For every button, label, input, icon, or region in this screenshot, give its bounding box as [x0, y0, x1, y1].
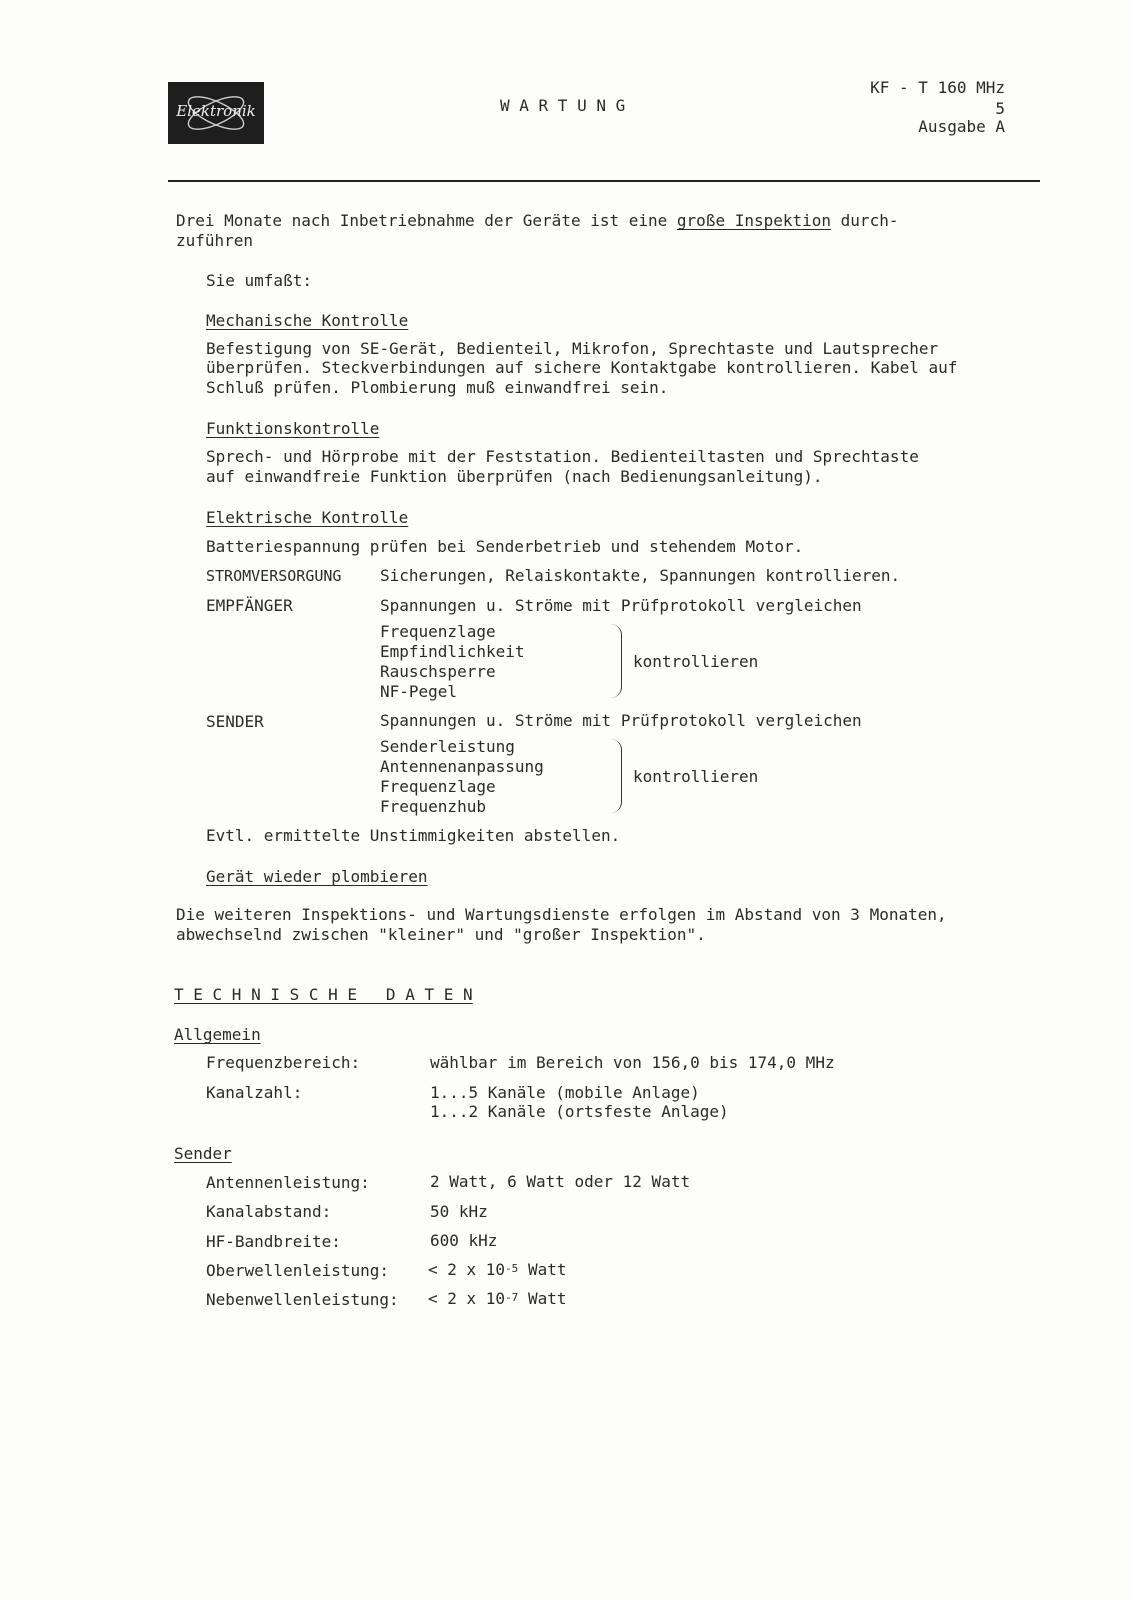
- spec-value: [428, 1289, 566, 1311]
- spec-label: Kanalzahl:: [206, 1083, 303, 1102]
- intro-emphasis: große Inspektion: [676, 211, 832, 230]
- reseal-heading: Gerät wieder plombieren: [206, 867, 428, 886]
- sender-item: Frequenzhub: [380, 797, 486, 816]
- edition: Ausgabe A: [918, 117, 1005, 136]
- sender-text: Spannungen u. Ströme mit Prüfprotokoll vergleichen: [380, 711, 862, 730]
- receiver-check: kontrollieren: [633, 652, 759, 671]
- intro-line-2: zuführen: [176, 231, 254, 250]
- sender-item: Senderleistung: [380, 737, 515, 756]
- tech-heading: T E C H N I S C H E D A T E N: [174, 985, 473, 1004]
- intro-text-end: durch-: [831, 211, 899, 230]
- page-number: 5: [995, 99, 1005, 118]
- logo-text: Elektronik: [176, 102, 256, 120]
- spec-value-unit: Watt: [518, 1260, 567, 1279]
- spec-value: 600 kHz: [430, 1231, 498, 1250]
- spec-value: 50 kHz: [430, 1202, 488, 1221]
- followup-line: Die weiteren Inspektions- und Wartungsdienste erfolgen im Abstand von 3 Monaten,: [176, 905, 947, 924]
- mechanical-line: Befestigung von SE-Gerät, Bedienteil, Mikrofon, Sprechtaste und Lautsprecher: [206, 339, 939, 358]
- sender-label: SENDER: [206, 712, 264, 731]
- document-id: KF - T 160 MHz: [870, 78, 1005, 97]
- spec-label: HF-Bandbreite:: [206, 1232, 341, 1251]
- spec-value: [428, 1260, 566, 1282]
- mechanical-heading: Mechanische Kontrolle: [206, 311, 409, 330]
- receiver-item: Rauschsperre: [380, 662, 496, 681]
- spec-label: Oberwellenleistung:: [206, 1261, 390, 1280]
- spec-label: Nebenwellenleistung:: [206, 1290, 399, 1309]
- intro-line-1: [176, 211, 898, 231]
- mechanical-line: überprüfen. Steckverbindungen auf sichere Kontaktgabe kontrollieren. Kabel auf: [206, 358, 958, 377]
- receiver-brace: [611, 624, 622, 698]
- includes-label: Sie umfaßt:: [206, 271, 312, 290]
- sender-brace: [611, 739, 622, 813]
- followup-line: abwechselnd zwischen "kleiner" und "großer Inspektion".: [176, 925, 706, 944]
- spec-value-base: < 2 x 10: [428, 1289, 506, 1308]
- power-text: Sicherungen, Relaiskontakte, Spannungen kontrollieren.: [380, 566, 901, 585]
- sender-item: Frequenzlage: [380, 777, 496, 796]
- spec-value-unit: Watt: [518, 1289, 567, 1308]
- receiver-item: Empfindlichkeit: [380, 642, 525, 661]
- spec-value-base: < 2 x 10: [428, 1260, 506, 1279]
- page-title: W A R T U N G: [500, 96, 626, 115]
- sender-check: kontrollieren: [633, 767, 759, 786]
- spec-label: Kanalabstand:: [206, 1202, 332, 1221]
- general-heading: Allgemein: [174, 1025, 261, 1044]
- spec-value: 1...5 Kanäle (mobile Anlage): [430, 1083, 700, 1102]
- receiver-text: Spannungen u. Ströme mit Prüfprotokoll vergleichen: [380, 596, 862, 615]
- spec-value: wählbar im Bereich von 156,0 bis 174,0 MHz: [430, 1053, 835, 1072]
- function-line: Sprech- und Hörprobe mit der Feststation. Bedienteiltasten und Sprechtaste: [206, 447, 919, 466]
- battery-check: Batteriespannung prüfen bei Senderbetrieb und stehendem Motor.: [206, 537, 804, 556]
- spec-label: Frequenzbereich:: [206, 1053, 361, 1072]
- receiver-item: NF-Pegel: [380, 682, 458, 701]
- sender-item: Antennenanpassung: [380, 757, 544, 776]
- spec-label: Antennenleistung:: [206, 1173, 370, 1192]
- company-logo: [168, 82, 264, 144]
- intro-text: Drei Monate nach Inbetriebnahme der Geräte ist eine: [176, 211, 677, 230]
- spec-exponent: -5: [505, 1262, 519, 1275]
- power-label: STROMVERSORGUNG: [206, 567, 342, 585]
- fix-note: Evtl. ermittelte Unstimmigkeiten abstellen.: [206, 826, 621, 845]
- spec-value: 2 Watt, 6 Watt oder 12 Watt: [430, 1172, 691, 1191]
- mechanical-line: Schluß prüfen. Plombierung muß einwandfrei sein.: [206, 378, 669, 397]
- function-heading: Funktionskontrolle: [206, 419, 380, 438]
- header-rule: [168, 180, 1040, 182]
- sender-spec-heading: Sender: [174, 1144, 232, 1163]
- receiver-label: EMPFÄNGER: [206, 596, 293, 615]
- electrical-heading: Elektrische Kontrolle: [206, 508, 409, 527]
- spec-exponent: -7: [505, 1291, 519, 1304]
- spec-value: 1...2 Kanäle (ortsfeste Anlage): [430, 1102, 729, 1121]
- receiver-item: Frequenzlage: [380, 622, 496, 641]
- function-line: auf einwandfreie Funktion überprüfen (nach Bedienungsanleitung).: [206, 467, 823, 486]
